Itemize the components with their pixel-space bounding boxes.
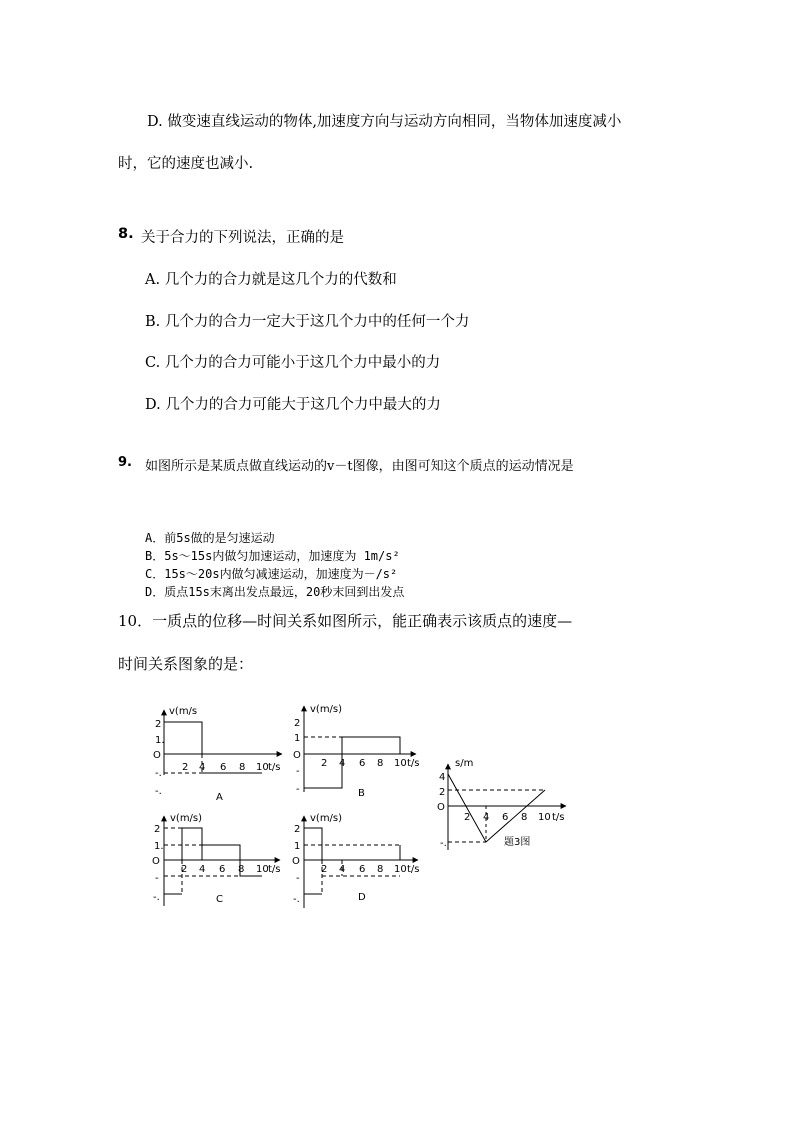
graph-st-xlabel: t/s: [552, 812, 565, 823]
graph-st-y4: 4: [439, 772, 446, 783]
graph-a-label: A: [216, 792, 223, 803]
graph-d-t4: 4: [339, 864, 346, 875]
graph-st-t8: 8: [521, 812, 528, 823]
graph-d-label: D: [358, 892, 366, 903]
q8-option-d: D. 几个力的合力可能大于这几个力中最大的力: [145, 397, 441, 413]
graph-a-t2: 2: [182, 762, 189, 773]
graph-c-t10: 10: [256, 864, 269, 875]
graph-c-y2: 2: [154, 824, 161, 835]
q7-option-d-line2: 时，它的速度也减小.: [118, 156, 254, 172]
graph-c-neg2: -.: [153, 892, 160, 903]
q9-option-d: D．质点15s末离出发点最远，20秒末回到出发点: [145, 585, 405, 599]
graph-b-t8: 8: [377, 758, 384, 769]
graph-st-t6: 6: [502, 812, 509, 823]
graph-c-t8: 8: [238, 864, 245, 875]
graph-a-t10: 10: [256, 762, 269, 773]
graph-a-t8: 8: [239, 762, 246, 773]
graph-a-origin: O: [153, 750, 161, 761]
q8-option-b: B. 几个力的合力一定大于这几个力中的任何一个力: [145, 314, 470, 330]
graph-c: [164, 816, 280, 906]
q8-option-a: A. 几个力的合力就是这几个力的代数和: [145, 272, 397, 288]
graph-b-origin: O: [293, 750, 301, 761]
graph-d-neg1: -: [296, 873, 300, 884]
graph-st-t10: 10: [538, 812, 551, 823]
graph-c-ylabel: v(m/s): [170, 813, 203, 824]
graph-a-t6: 6: [220, 762, 227, 773]
graph-b-neg1: -: [296, 766, 300, 777]
graph-b-ylabel: v(m/s): [310, 704, 343, 715]
q9-option-b: B．5s～15s内做匀加速运动，加速度为 1m/s²: [145, 549, 400, 563]
graph-d-neg2: -.: [293, 894, 300, 905]
graph-b-t10: 10: [394, 758, 407, 769]
graph-a-neg1: -.: [155, 768, 162, 779]
graph-b-t4: 4: [339, 758, 346, 769]
graph-a-neg2: -.: [155, 786, 162, 797]
graph-a-y2: 2: [155, 719, 162, 730]
graph-st-t2: 2: [464, 812, 471, 823]
graph-c-t6: 6: [219, 864, 226, 875]
graph-c-origin: O: [152, 856, 160, 867]
graph-c-label: C: [216, 894, 223, 905]
graph-d-t8: 8: [377, 864, 384, 875]
q9-number: 9.: [118, 455, 132, 470]
graph-a-y1: 1.: [155, 735, 165, 746]
graph-b-xlabel: t/s: [407, 758, 420, 769]
graph-c-xlabel: t/s: [268, 864, 281, 875]
graph-d-ylabel: v(m/s): [310, 813, 343, 824]
graph-st-y2: 2: [439, 787, 446, 798]
graph-b-t6: 6: [359, 758, 366, 769]
graph-d-xlabel: t/s: [407, 864, 420, 875]
graph-st-t4: 4: [483, 812, 490, 823]
q9-option-a: A．前5s做的是匀速运动: [145, 531, 275, 545]
q8-stem: 关于合力的下列说法，正确的是: [141, 230, 344, 246]
graph-b-t2: 2: [321, 758, 328, 769]
q7-option-d-line1: D. 做变速直线运动的物体,加速度方向与运动方向相同，当物体加速度减小: [147, 114, 622, 130]
q8-number: 8.: [118, 226, 134, 242]
graph-b-neg2: -: [296, 784, 300, 795]
graph-d-y1: 1: [294, 841, 301, 852]
graph-a-t4: 4: [199, 762, 206, 773]
graph-b-label: B: [358, 788, 365, 799]
graph-d-t2: 2: [321, 864, 328, 875]
graph-d-y2: 2: [294, 824, 301, 835]
graph-d-t6: 6: [359, 864, 366, 875]
graph-b-y2: 2: [294, 718, 301, 729]
graph-c-t4: 4: [199, 864, 206, 875]
q9-stem: 如图所示是某质点做直线运动的v－t图像，由图可知这个质点的运动情况是: [145, 459, 574, 474]
graph-st-ylabel: s/m: [455, 758, 474, 769]
graph-b: [304, 706, 416, 792]
graph-b-y1: 1: [294, 733, 301, 744]
q8-option-c: C. 几个力的合力可能小于这几个力中最小的力: [145, 355, 441, 371]
graph-c-neg1: -: [155, 873, 159, 884]
graph-d-origin: O: [292, 856, 300, 867]
graph-d-t10: 10: [394, 864, 407, 875]
graph-st-neg: -.: [440, 838, 447, 849]
q10-stem-line2: 时间关系图象的是：: [118, 655, 254, 673]
graph-c-t2: 2: [181, 864, 188, 875]
q10-stem-line1: 10．一质点的位移—时间关系如图所示，能正确表示该质点的速度—: [118, 612, 573, 630]
q9-option-c: C．15s～20s内做匀减速运动，加速度为－/s²: [145, 567, 398, 581]
graph-a-xlabel: t/s: [268, 762, 281, 773]
graph-c-y1: 1.: [154, 841, 164, 852]
graph-a-ylabel: v(m/s: [169, 706, 198, 717]
graph-st-caption: 题3图: [504, 837, 531, 848]
graph-st-origin: O: [437, 802, 445, 813]
